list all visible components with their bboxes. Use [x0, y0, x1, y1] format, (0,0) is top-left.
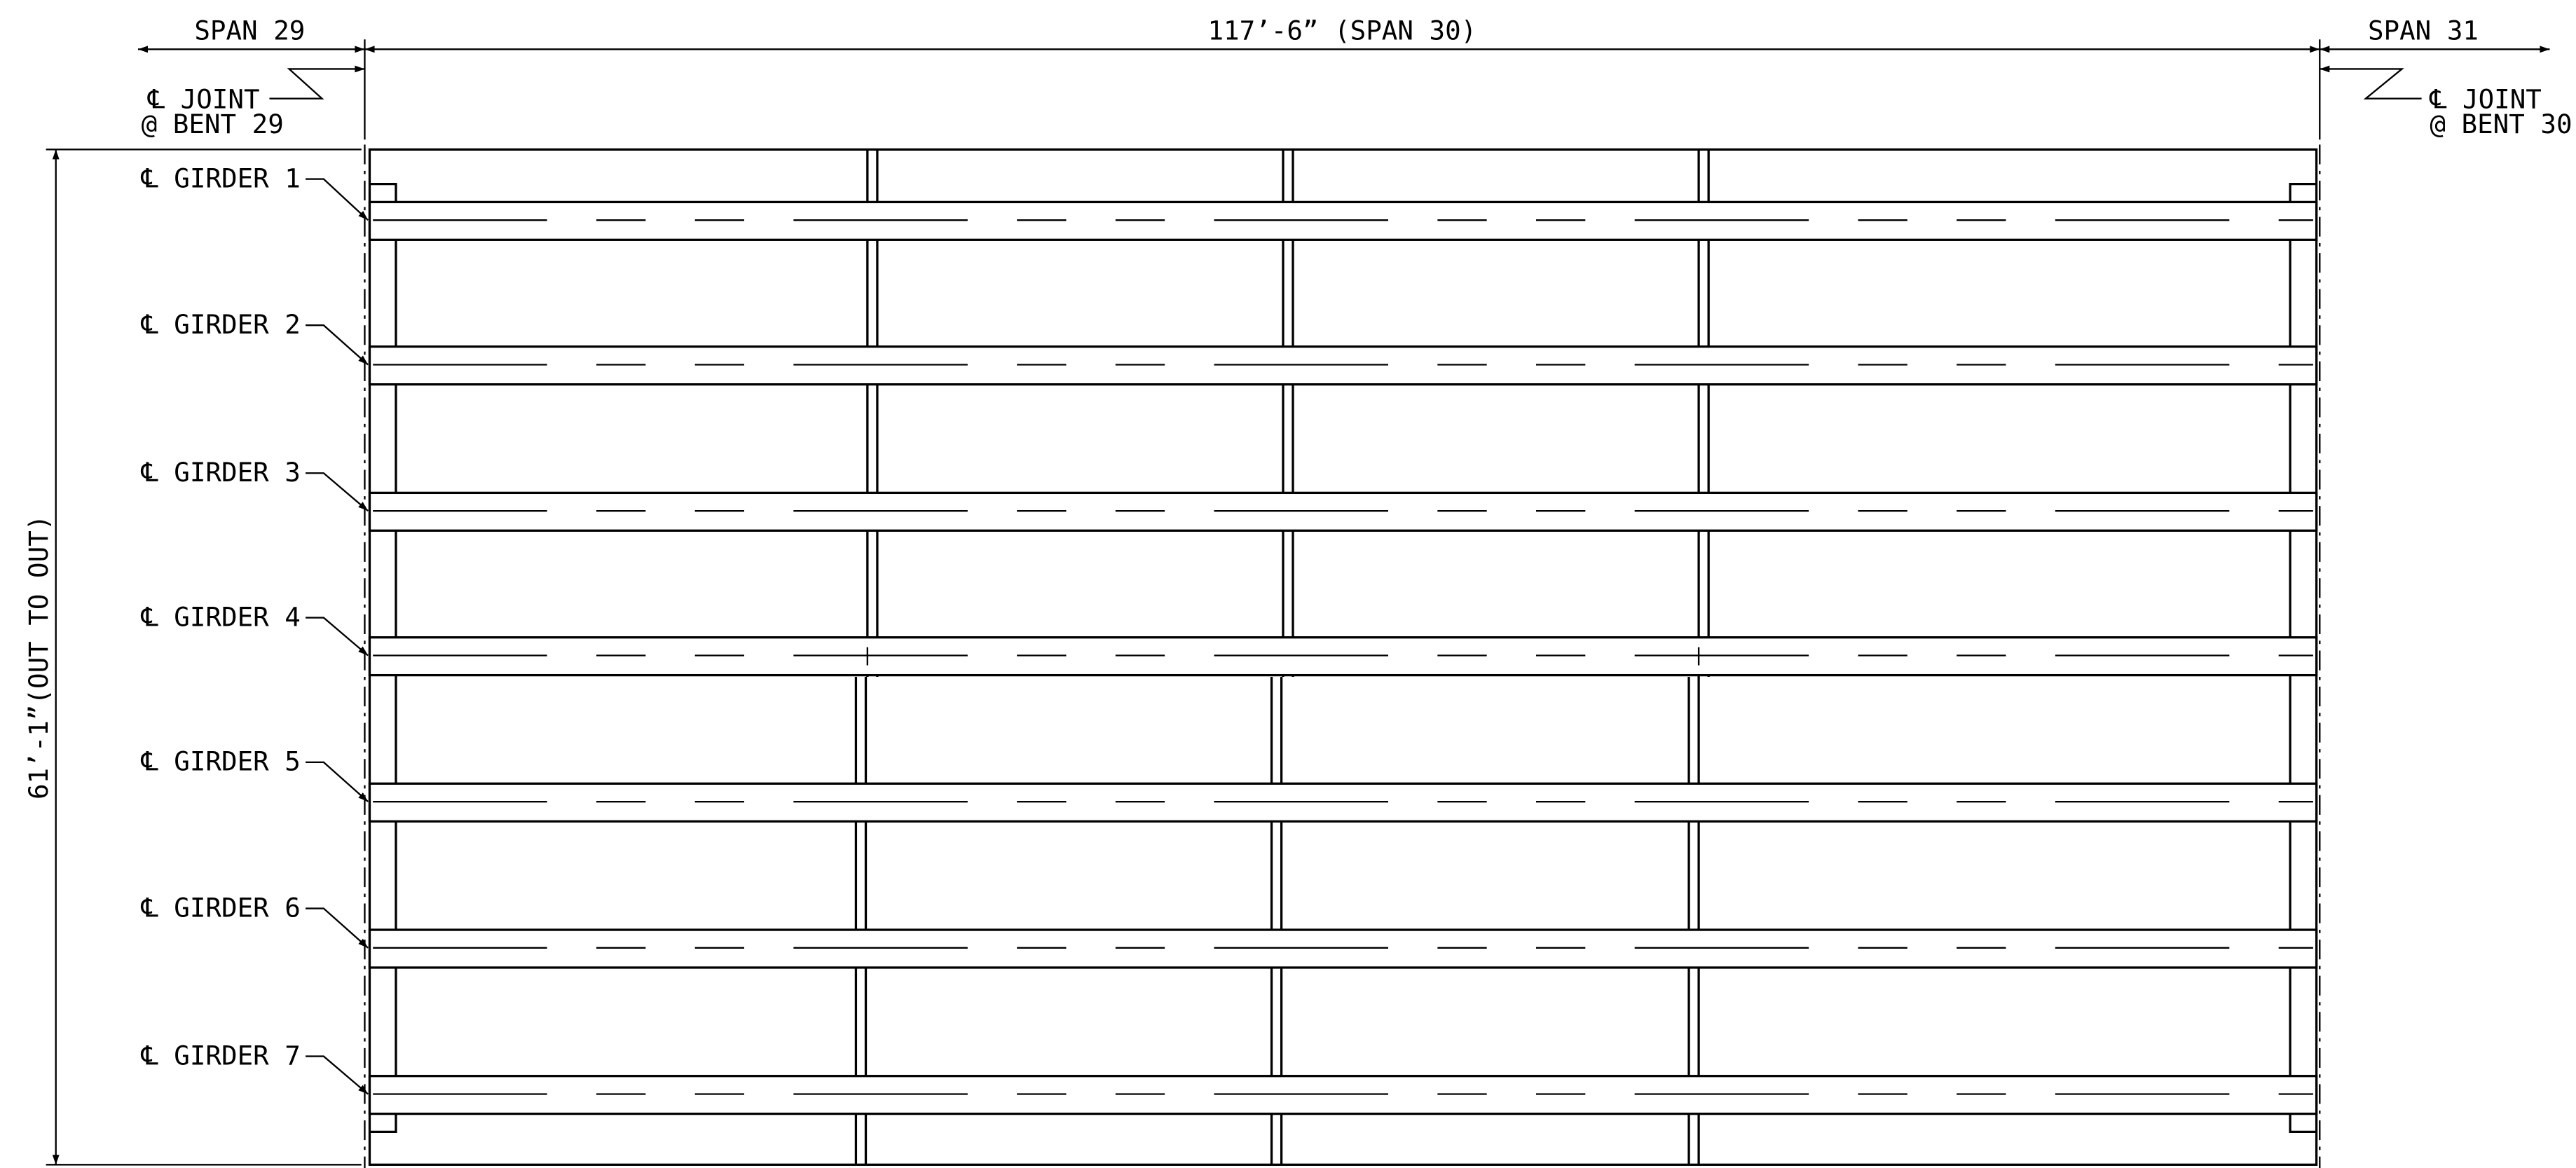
- girder-3-label: ℄ GIRDER 3: [141, 456, 301, 488]
- girder-6: [141, 892, 2317, 968]
- overall-width-dimension: [23, 149, 362, 1164]
- span-29-label: SPAN 29: [194, 15, 306, 46]
- girder-7-leader: [306, 1057, 368, 1094]
- girder-5-leader: [306, 762, 368, 802]
- girder-6-label: ℄ GIRDER 6: [141, 892, 301, 923]
- overall-width-label: 61’-1”(OUT TO OUT): [22, 514, 54, 800]
- joint-bent-30-line2: @ BENT 30: [2430, 108, 2572, 139]
- girder-4-leader: [306, 618, 368, 656]
- girder-7-label: ℄ GIRDER 7: [141, 1040, 301, 1071]
- joint-callout-bent-30: [2320, 69, 2572, 139]
- girder-3: [141, 457, 2317, 530]
- girder-1-leader: [306, 179, 368, 221]
- girder-3-leader: [306, 473, 368, 511]
- girder-1-label: ℄ GIRDER 1: [141, 163, 301, 194]
- joint-bent-30-line1: ℄ JOINT: [2430, 83, 2542, 115]
- girder-4-label: ℄ GIRDER 4: [141, 601, 301, 633]
- girder-6-leader: [306, 909, 368, 948]
- joint-callout-bent-29: [142, 69, 365, 139]
- end-diaphragm-left-bottom-cap: [369, 1114, 396, 1132]
- girder-4: [141, 601, 2317, 675]
- span-31-label: SPAN 31: [2367, 15, 2479, 46]
- leader-joint-bent-30: [2320, 69, 2421, 98]
- end-diaphragm-left-top-cap: [369, 184, 396, 202]
- top-dimension-group: [138, 15, 2550, 139]
- joint-bent-29-line2: @ BENT 29: [141, 108, 284, 139]
- girder-5-label: ℄ GIRDER 5: [141, 746, 301, 777]
- leader-joint-bent-29: [269, 69, 364, 98]
- girder-1: [141, 163, 2317, 240]
- girder-2-label: ℄ GIRDER 2: [141, 308, 301, 340]
- joint-bent-29-line1: ℄ JOINT: [147, 83, 260, 115]
- girder-7: [141, 1040, 2317, 1113]
- girder-2: [141, 309, 2317, 385]
- span-30-label: 117’-6” (SPAN 30): [1207, 15, 1477, 46]
- end-diaphragm-right-bottom-cap: [2290, 1114, 2317, 1132]
- girder-2-leader: [306, 325, 368, 364]
- girder-5: [141, 746, 2317, 822]
- end-diaphragm-right-top-cap: [2290, 184, 2317, 202]
